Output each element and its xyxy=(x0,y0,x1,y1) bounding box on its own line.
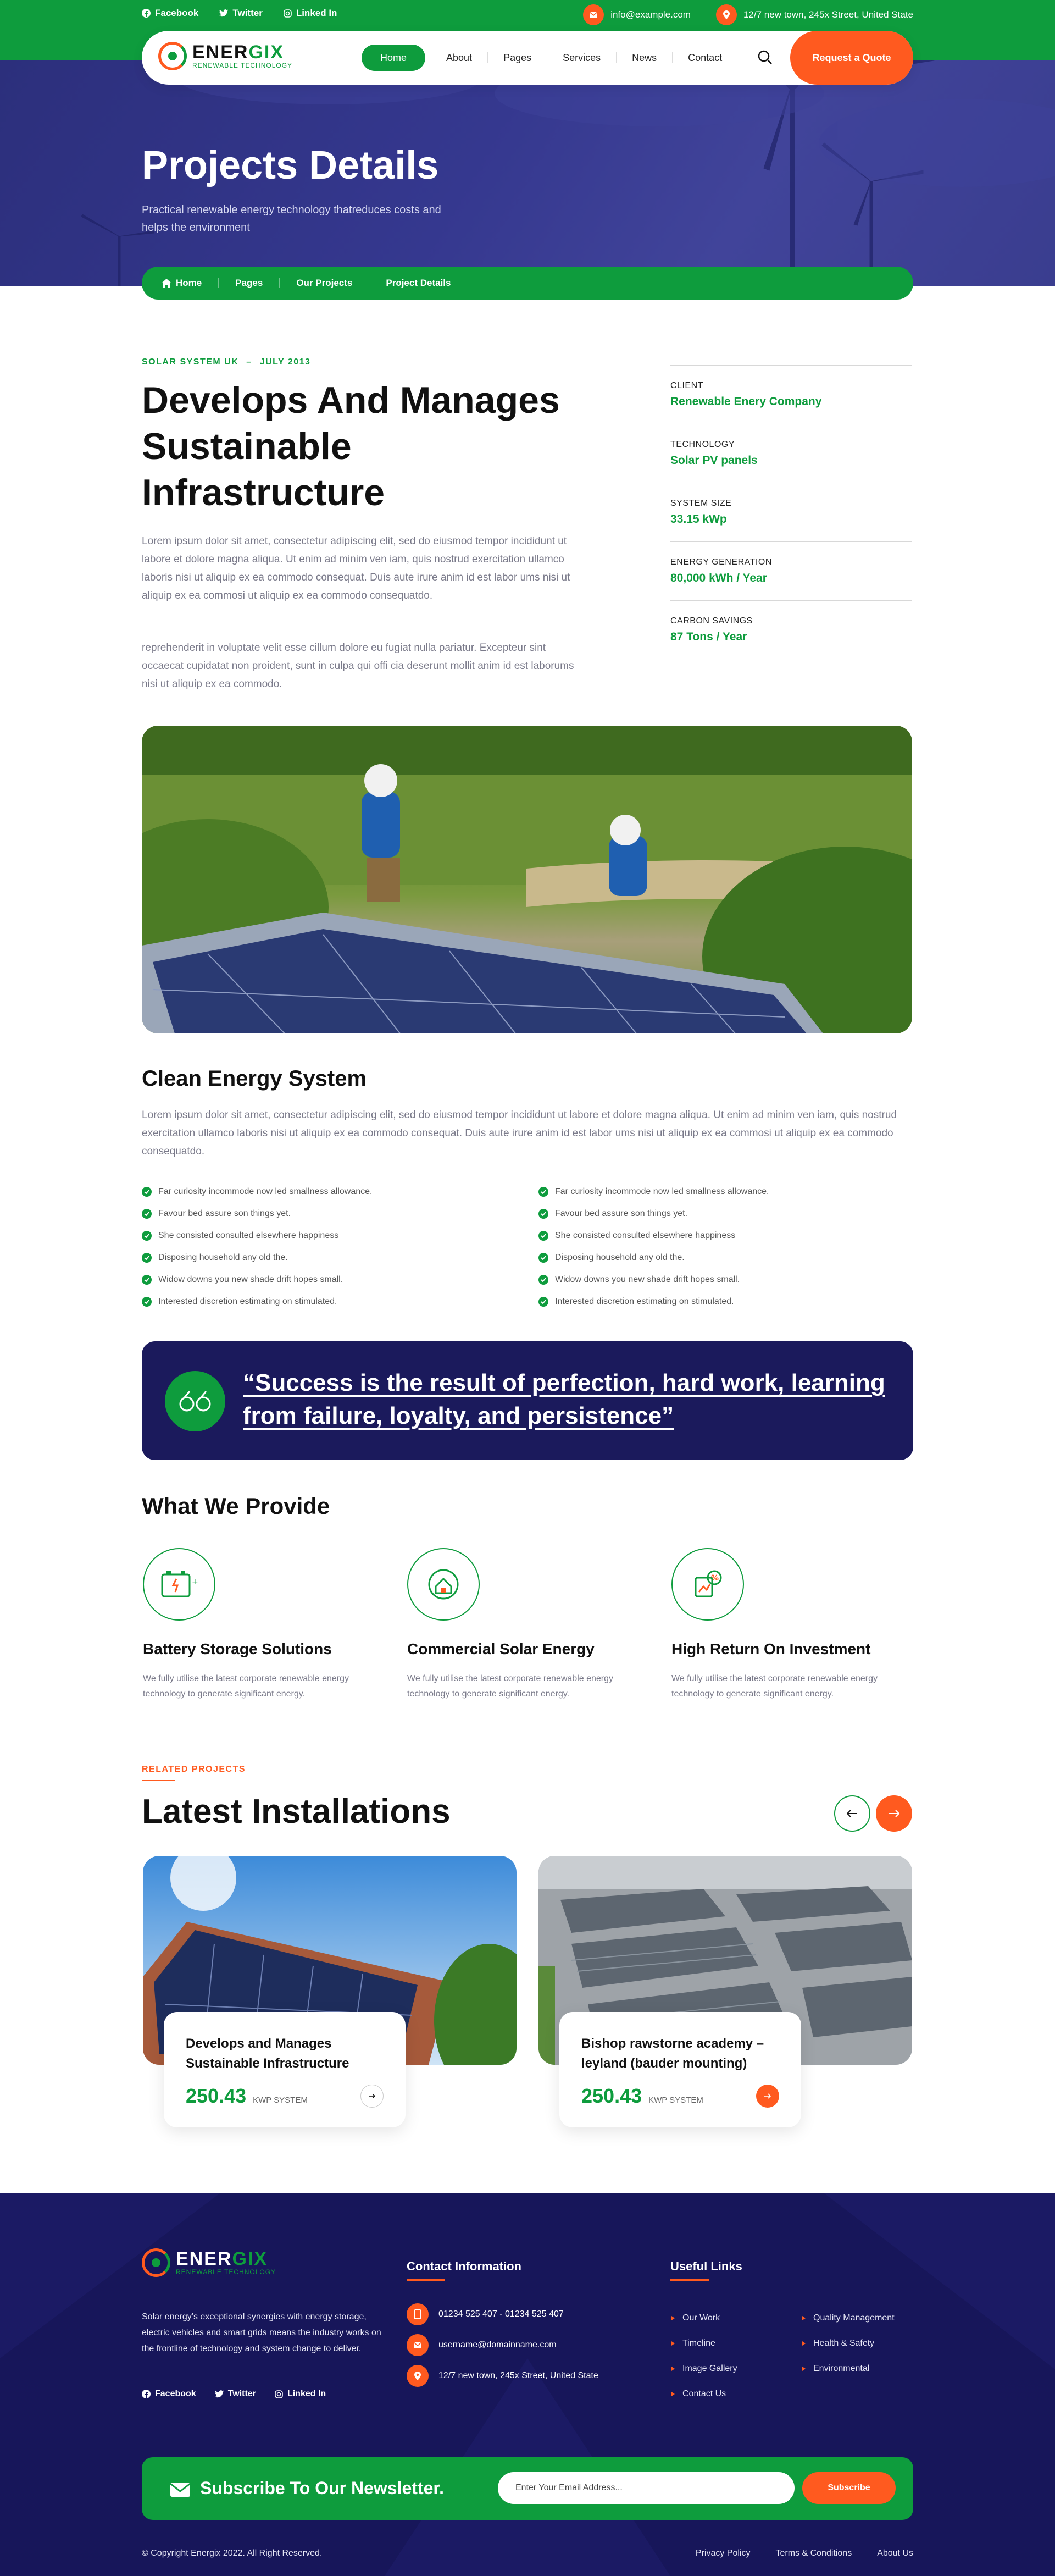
list-item: Interested discretion estimating on stimulated. xyxy=(538,1291,923,1313)
provide-card-battery: + Battery Storage Solutions We fully utilise the latest corporate renewable energy technology to generate significant energy. xyxy=(143,1548,385,1702)
home-icon xyxy=(162,279,171,288)
privacy-policy-link[interactable]: Privacy Policy xyxy=(695,2549,751,2558)
top-twitter-link[interactable]: Twitter xyxy=(219,8,262,19)
related-kicker: RELATED PROJECTS xyxy=(142,1765,246,1781)
nav-about[interactable]: About xyxy=(431,52,488,63)
nav-news[interactable]: News xyxy=(617,52,673,63)
info-client: CLIENT Renewable Enery Company xyxy=(670,365,912,424)
footer-twitter-link[interactable]: Twitter xyxy=(215,2389,256,2399)
arrow-left-icon xyxy=(847,1810,858,1817)
quote-text: “Success is the result of perfection, hard work, learning from failure, loyalty, and persistence” xyxy=(243,1369,885,1429)
check-icon xyxy=(538,1231,548,1241)
check-icon xyxy=(538,1209,548,1219)
footer-link-timeline[interactable]: Timeline xyxy=(671,2339,715,2348)
breadcrumb-home[interactable]: Home xyxy=(162,278,219,288)
project-card-1[interactable]: Develops and Manages Sustainable Infrastructure 250.43 KWP SYSTEM xyxy=(164,2012,406,2127)
check-icon xyxy=(142,1231,152,1241)
list-item: Widow downs you new shade drift hopes small. xyxy=(538,1269,923,1291)
instagram-icon xyxy=(284,9,292,18)
info-system-size: SYSTEM SIZE 33.15 kWp xyxy=(670,483,912,541)
quote-block xyxy=(142,1341,913,1460)
footer-link-our-work[interactable]: Our Work xyxy=(671,2313,720,2323)
project-title: Develops And Manages Sustainable Infrastructure xyxy=(142,379,560,513)
features-list-left xyxy=(142,1181,526,1313)
footer-link-image-gallery[interactable]: Image Gallery xyxy=(671,2364,737,2374)
nav-pages[interactable]: Pages xyxy=(488,52,547,63)
project-meta: SOLAR SYSTEM UK – JULY 2013 xyxy=(142,357,311,367)
nav-services[interactable]: Services xyxy=(547,52,617,63)
footer-about: Solar energy’s exceptional synergies with energy storage, electric vehicles and smart grids means the industry works on the frontline of technology and system change to deliver. xyxy=(142,2312,381,2353)
project-card-2[interactable]: Bishop rawstorne academy – leyland (bauder mounting) 250.43 KWP SYSTEM xyxy=(559,2012,801,2127)
check-icon xyxy=(538,1187,548,1197)
provide-card-roi: % High Return On Investment We fully utilise the latest corporate renewable energy technology to generate significant energy. xyxy=(671,1548,913,1702)
mail-icon xyxy=(583,4,604,25)
terms-link[interactable]: Terms & Conditions xyxy=(775,2549,852,2558)
list-item: Favour bed assure son things yet. xyxy=(142,1203,526,1225)
quote-icon xyxy=(165,1371,225,1431)
top-contact-info xyxy=(583,4,913,25)
facebook-icon xyxy=(142,9,151,18)
project-info-panel xyxy=(670,365,912,659)
features-list-right xyxy=(538,1181,923,1313)
clean-energy-title: Clean Energy System xyxy=(142,1066,367,1091)
footer-contact-heading: Contact Information xyxy=(407,2259,521,2281)
brand-logo[interactable]: ENERGIX RENEWABLE TECHNOLOGY xyxy=(158,42,292,70)
footer-link-environmental[interactable]: Environmental xyxy=(802,2364,869,2374)
provide-card-commercial: Commercial Solar Energy We fully utilise the latest corporate renewable energy technology to generate significant energy. xyxy=(407,1548,649,1702)
solar-house-icon xyxy=(407,1548,480,1621)
check-icon xyxy=(142,1209,152,1219)
project-description: Lorem ipsum dolor sit amet, consectetur adipiscing elit, sed do eiusmod tempor incididunt ut labore et dolore magna aliqua. Ut enim ad minim ven iam, quis nostrud exercitation ullamco laboris nisi ut aliquip ex ea commodo consequat. Duis aute irure anim id est labor ums nisi ut aliquip ex ea commosi ut aliquip ex ea commodo consequatdo. xyxy=(142,535,570,601)
svg-text:%: % xyxy=(711,1574,719,1583)
carousel-next-button[interactable] xyxy=(876,1795,912,1832)
info-energy-generation: ENERGY GENERATION 80,000 kWh / Year xyxy=(670,541,912,600)
top-email[interactable]: info@example.com xyxy=(583,4,691,25)
top-linkedin-link[interactable]: Linked In xyxy=(284,8,337,19)
hero-banner xyxy=(0,60,1055,286)
about-us-link[interactable]: About Us xyxy=(877,2549,913,2558)
location-pin-icon xyxy=(407,2365,429,2387)
phone-icon xyxy=(407,2303,429,2325)
list-item: Widow downs you new shade drift hopes small. xyxy=(142,1269,526,1291)
check-icon xyxy=(538,1275,548,1285)
footer-linkedin-link[interactable]: Linked In xyxy=(275,2389,326,2399)
list-item: Favour bed assure son things yet. xyxy=(538,1203,923,1225)
breadcrumb xyxy=(142,267,913,300)
request-quote-button[interactable]: Request a Quote xyxy=(790,31,913,85)
footer-address: 12/7 new town, 245x Street, United State xyxy=(407,2365,598,2387)
instagram-icon xyxy=(275,2390,283,2398)
main-navigation xyxy=(142,31,913,85)
footer-bottom-links xyxy=(696,2549,913,2558)
footer-facebook-link[interactable]: Facebook xyxy=(142,2389,196,2399)
breadcrumb-pages[interactable]: Pages xyxy=(219,278,280,288)
list-item: Far curiosity incommode now led smallness allowance. xyxy=(142,1181,526,1203)
top-address: 12/7 new town, 245x Street, United State xyxy=(716,4,913,25)
location-pin-icon xyxy=(716,4,737,25)
footer-logo[interactable]: ENERGIX RENEWABLE TECHNOLOGY xyxy=(142,2248,276,2277)
check-icon xyxy=(142,1297,152,1307)
related-title: Latest Installations xyxy=(142,1793,451,1831)
clean-energy-text: Lorem ipsum dolor sit amet, consectetur adipiscing elit, sed do eiusmod tempor incididunt ut labore et dolore magna aliqua. Ut enim ad minim ven iam, quis nostrud exercitation ullamco laboris nisi ut aliquip ex ea commodo consequat. Duis aute irure anim id est labor ums nisi ut aliquip ex ea commosi ut aliquip ex ea commodo consequatdo. xyxy=(142,1109,897,1157)
twitter-icon xyxy=(219,9,228,17)
list-item: Disposing household any old the. xyxy=(538,1247,923,1269)
page-subtitle: Practical renewable energy technology thatreduces costs and helps the environment xyxy=(142,204,441,234)
twitter-icon xyxy=(215,2390,224,2398)
project-photo xyxy=(142,726,912,1033)
list-item: She consisted consulted elsewhere happiness xyxy=(142,1225,526,1247)
list-item: She consisted consulted elsewhere happiness xyxy=(538,1225,923,1247)
newsletter-email-input[interactable] xyxy=(498,2472,795,2504)
footer-link-quality[interactable]: Quality Management xyxy=(802,2313,895,2323)
project-card-1-arrow-button[interactable] xyxy=(360,2085,384,2108)
newsletter-bar xyxy=(142,2457,913,2520)
info-technology: TECHNOLOGY Solar PV panels xyxy=(670,424,912,483)
arrow-right-icon xyxy=(764,2093,771,2099)
list-item: Interested discretion estimating on stimulated. xyxy=(142,1291,526,1313)
check-icon xyxy=(142,1253,152,1263)
battery-icon xyxy=(143,1548,215,1621)
carousel-prev-button[interactable] xyxy=(834,1795,870,1832)
footer-links-heading: Useful Links xyxy=(670,2259,742,2281)
provide-title: What We Provide xyxy=(142,1493,330,1519)
logo-mark-icon xyxy=(158,42,187,70)
project-description-2: reprehenderit in voluptate velit esse cillum dolore eu fugiat nulla pariatur. Excepteur sint occaecat cupidatat non proident, sunt in culpa qui offi cia deserunt mollit anim id est laborums nisi ut aliquip ex ea commodo. xyxy=(142,642,574,690)
footer-link-health-safety[interactable]: Health & Safety xyxy=(802,2339,874,2348)
breadcrumb-current: Project Details xyxy=(386,278,451,288)
svg-text:+: + xyxy=(192,1578,198,1586)
page-title: Projects Details xyxy=(142,143,439,187)
footer-email[interactable]: username@domainname.com xyxy=(407,2334,557,2356)
check-icon xyxy=(538,1297,548,1307)
nav-home[interactable]: Home xyxy=(362,45,425,71)
check-icon xyxy=(538,1253,548,1263)
breadcrumb-our-projects[interactable]: Our Projects xyxy=(280,278,369,288)
top-social-links xyxy=(142,8,337,19)
logo-mark-icon xyxy=(142,2248,170,2277)
arrow-right-icon xyxy=(368,2093,376,2099)
check-icon xyxy=(142,1275,152,1285)
project-card-2-arrow-button[interactable] xyxy=(756,2085,779,2108)
subscribe-button[interactable]: Subscribe xyxy=(802,2472,896,2504)
arrow-right-icon xyxy=(889,1810,899,1817)
copyright: © Copyright Energix 2022. All Right Reserved. xyxy=(142,2549,323,2558)
investment-icon xyxy=(671,1548,744,1621)
top-facebook-link[interactable]: Facebook xyxy=(142,8,198,19)
solar-installers-image xyxy=(142,726,912,1033)
nav-contact[interactable]: Contact xyxy=(688,52,723,63)
list-item: Disposing household any old the. xyxy=(142,1247,526,1269)
newsletter-title: Subscribe To Our Newsletter. xyxy=(200,2478,444,2498)
list-item: Far curiosity incommode now led smallness allowance. xyxy=(538,1181,923,1203)
footer-link-contact-us[interactable]: Contact Us xyxy=(671,2389,726,2399)
facebook-icon xyxy=(142,2390,151,2398)
info-carbon-savings: CARBON SAVINGS 87 Tons / Year xyxy=(670,600,912,659)
search-icon[interactable] xyxy=(757,49,773,65)
check-icon xyxy=(142,1187,152,1197)
footer-social-links xyxy=(142,2389,326,2399)
envelope-icon xyxy=(169,2479,191,2498)
footer-phone[interactable]: 01234 525 407 - 01234 525 407 xyxy=(407,2303,564,2325)
footer xyxy=(0,2193,1055,2576)
mail-icon xyxy=(407,2334,429,2356)
nav-menu xyxy=(362,45,737,71)
